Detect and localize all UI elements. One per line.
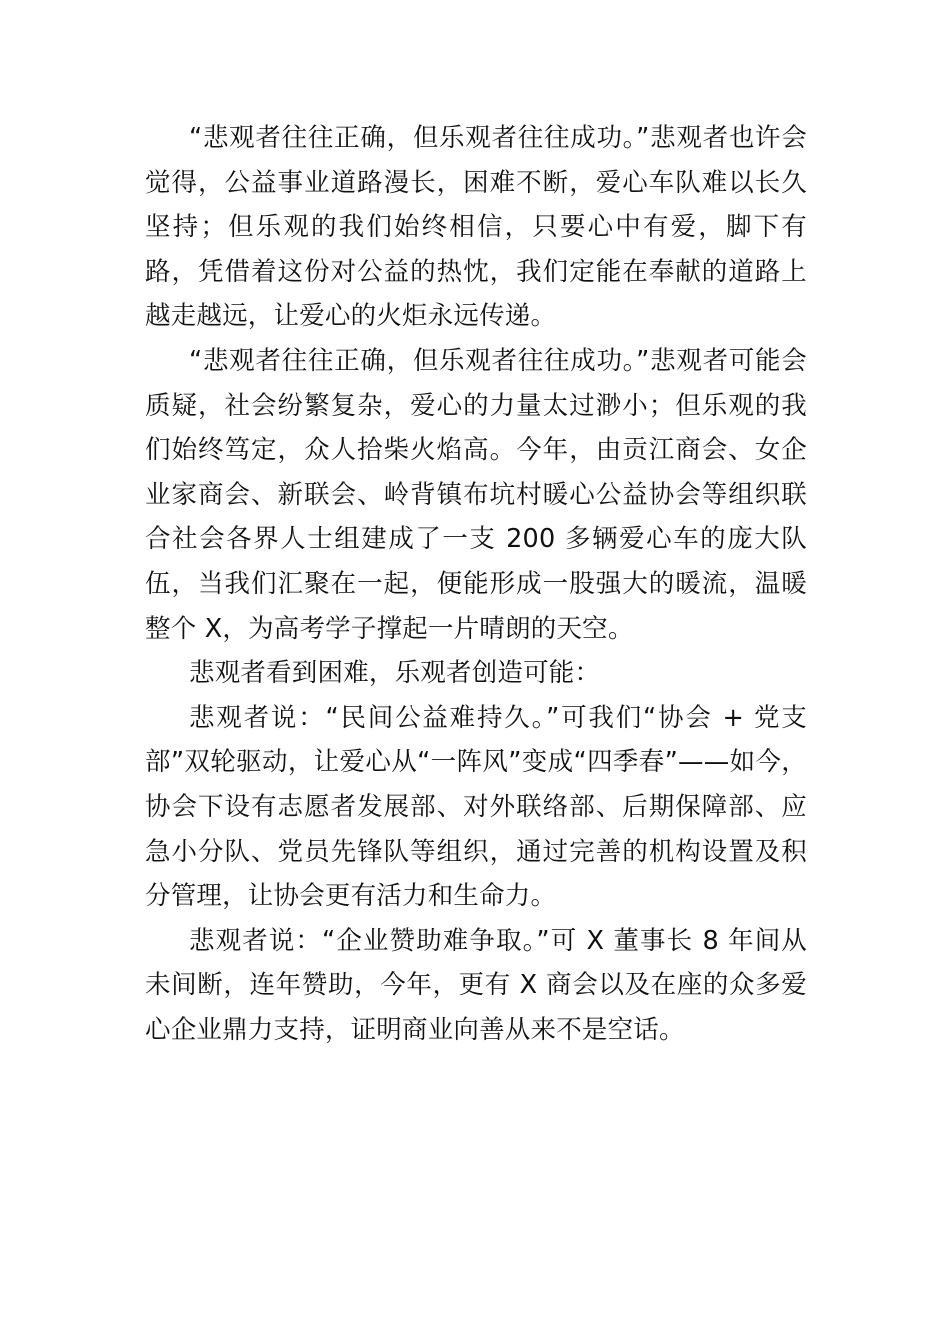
paragraph-1: “悲观者往往正确，但乐观者往往成功。”悲观者也许会觉得，公益事业道路漫长，困难不断，爱心车队难以长久坚持；但乐观的我们始终相信，只要心中有爱，脚下有路，凭借着这份对公益的热忱，我们定能在奉献的道路上越走越远，让爱心的火炬永远传递。 <box>145 123 807 332</box>
paragraph-2: “悲观者往往正确，但乐观者往往成功。”悲观者可能会质疑，社会纷繁复杂，爱心的力量太过渺小；但乐观的我们始终笃定，众人拾柴火焰高。今年，由贡江商会、女企业家商会、新联会、岭背镇布坑村暖心公益协会等组织联合社会各界人士组建成了一支 200 多辆爱心车的庞大队伍，当我们汇聚在一起，便能形成一股强大的暖流，温暖整个 X，为高考学子撑起一片晴朗的天空。 <box>145 345 807 644</box>
paragraph-5: 悲观者说：“企业赞助难争取。”可 X 董事长 8 年间从未间断，连年赞助，今年，更有 X 商会以及在座的众多爱心企业鼎力支持，证明商业向善从来不是空话。 <box>145 925 807 1045</box>
paragraph-3: 悲观者看到困难，乐观者创造可能： <box>189 658 601 689</box>
document-body <box>145 116 807 1052</box>
paragraph-4: 悲观者说：“民间公益难持久。”可我们“协会 + 党支部”双轮驱动，让爱心从“一阵风”变成“四季春”——如今，协会下设有志愿者发展部、对外联络部、后期保障部、应急小分队、党员先锋队等组织，通过完善的机构设置及积分管理，让协会更有活力和生命力。 <box>145 702 807 912</box>
